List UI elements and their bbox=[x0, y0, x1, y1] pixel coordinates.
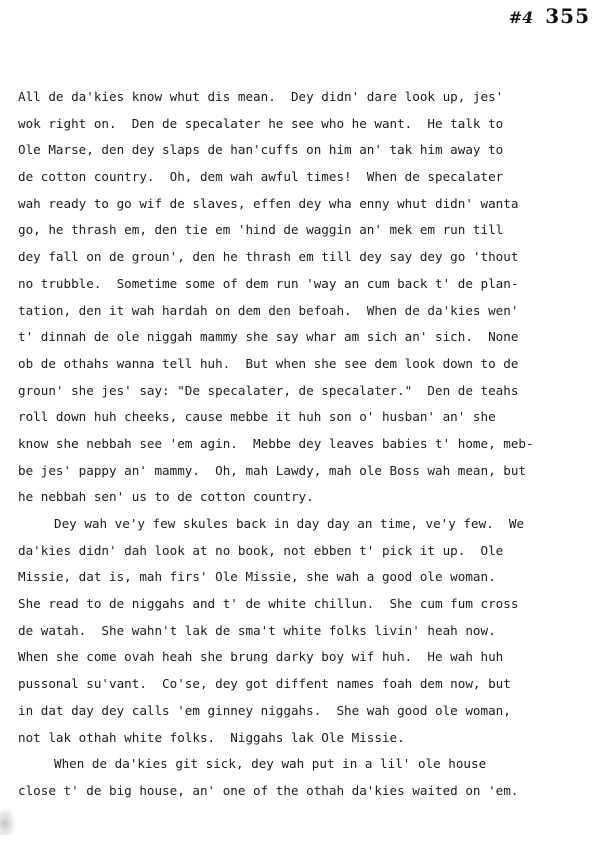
text-line: All de da'kies know whut dis mean. Dey didn' dare look up, jes' bbox=[18, 89, 504, 104]
text-line: in dat day dey calls 'em ginney niggahs. She wah good ole woman, bbox=[18, 702, 511, 718]
text-line: groun' she jes' say: "De specalater, de specalater." Den de teahs bbox=[18, 382, 519, 398]
page-scuff-mark bbox=[0, 807, 16, 835]
text-line: no trubble. Sometime some of dem run 'way an cum back t' de plan- bbox=[18, 275, 519, 291]
text-line: When she come ovah heah she brung darky boy wif huh. He wah huh bbox=[18, 649, 504, 665]
text-line: de cotton country. Oh, dem wah awful times! When de specalater bbox=[18, 169, 504, 185]
text-line: t' dinnah de ole niggah mammy she say whar am sich an' sich. None bbox=[18, 329, 519, 345]
text-line: wok right on. Den de specalater he see who he want. He talk to bbox=[18, 115, 504, 131]
body-text bbox=[18, 84, 586, 805]
text-line: Missie, dat is, mah firs' Ole Missie, she wah a good ole woman. bbox=[18, 569, 496, 585]
text-line: know she nebbah see 'em agin. Mebbe dey leaves babies t' home, meb- bbox=[18, 435, 534, 451]
page-number: 355 bbox=[545, 4, 590, 28]
page-header bbox=[509, 4, 590, 28]
text-line: tation, den it wah hardah on dem den befoah. When de da'kies wen' bbox=[18, 302, 519, 318]
text-line: he nebbah sen' us to de cotton country. bbox=[18, 489, 314, 505]
page-marker: #4 bbox=[508, 8, 534, 27]
text-line: wah ready to go wif de slaves, effen dey wha enny whut didn' wanta bbox=[18, 195, 519, 211]
text-line: de watah. She wahn't lak de sma't white folks livin' heah now. bbox=[18, 622, 496, 638]
text-line: go, he thrash em, den tie em 'hind de waggin an' mek em run till bbox=[18, 222, 504, 238]
text-line: da'kies didn' dah look at no book, not ebben t' pick it up. Ole bbox=[18, 542, 504, 558]
text-line: ob de othahs wanna tell huh. But when she see dem look down to de bbox=[18, 355, 519, 371]
text-line: pussonal su'vant. Co'se, dey got diffent names foah dem now, but bbox=[18, 676, 511, 692]
text-line: close t' de big house, an' one of the othah da'kies waited on 'em. bbox=[18, 782, 519, 798]
paragraph-first-line: When de da'kies git sick, dey wah put in a lil' ole house bbox=[54, 756, 487, 772]
text-line: roll down huh cheeks, cause mebbe it huh son o' husban' an' she bbox=[18, 409, 496, 425]
text-line: not lak othah white folks. Niggahs lak Ole Missie. bbox=[18, 729, 405, 745]
text-line: dey fall on de groun', den he thrash em till dey say dey go 'thout bbox=[18, 249, 519, 265]
paragraph-first-line: Dey wah ve'y few skules back in day day an time, ve'y few. We bbox=[54, 516, 525, 531]
text-line: Ole Marse, den dey slaps de han'cuffs on him an' tak him away to bbox=[18, 142, 504, 158]
text-line: be jes' pappy an' mammy. Oh, mah Lawdy, mah ole Boss wah mean, but bbox=[18, 462, 526, 478]
text-line: She read to de niggahs and t' de white chillun. She cum fum cross bbox=[18, 596, 519, 612]
